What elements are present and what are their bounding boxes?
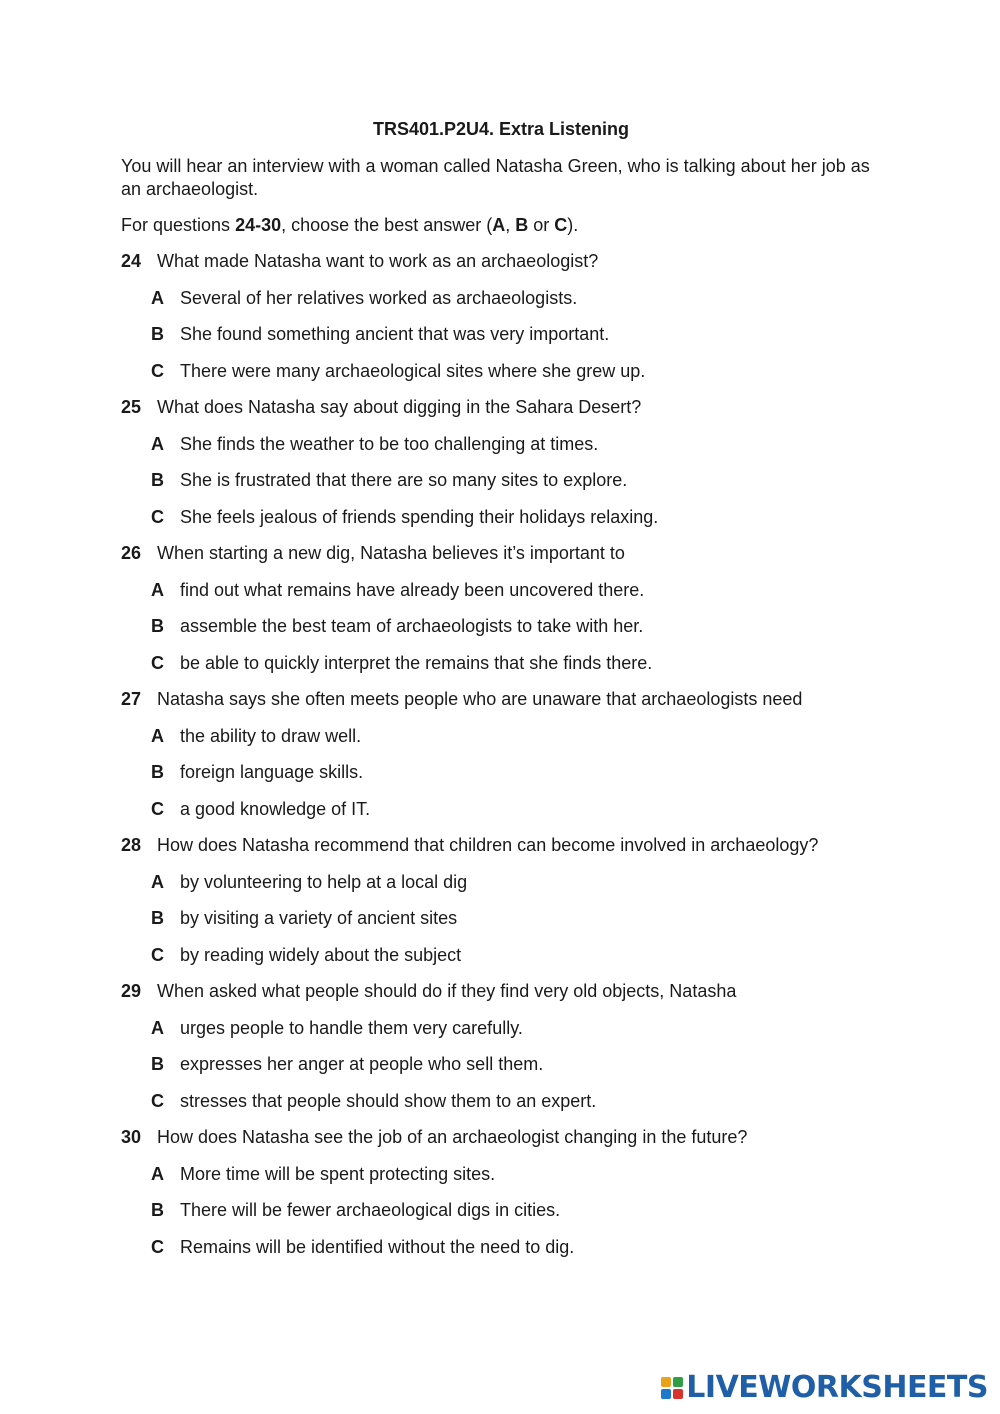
option-letter: A (151, 871, 164, 892)
option-letter: B (151, 470, 164, 490)
option-letter: A (151, 433, 164, 454)
option-letter: A (151, 725, 164, 746)
question-24 (121, 250, 881, 383)
question-30 (121, 1126, 881, 1259)
answer-option-c[interactable] (121, 652, 881, 675)
option-text: by visiting a variety of ancient sites (180, 908, 458, 928)
option-text: a good knowledge of IT. (180, 798, 371, 819)
option-letter: B (151, 1200, 164, 1220)
liveworksheets-logo (661, 1371, 988, 1405)
answer-option-b[interactable] (121, 323, 881, 346)
option-letter: C (151, 798, 164, 819)
option-text: There will be fewer archaeological digs in cities. (180, 1200, 561, 1220)
answer-option-c[interactable] (121, 506, 881, 529)
answer-option-c[interactable] (121, 1236, 881, 1259)
instructions-a: A (492, 215, 506, 235)
answer-option-c[interactable] (121, 944, 881, 967)
answer-option-c[interactable] (121, 798, 881, 821)
instructions-c: C (554, 215, 568, 235)
question-row (121, 688, 881, 711)
option-letter: B (151, 1054, 164, 1074)
option-text: More time will be spent protecting sites. (180, 1163, 496, 1184)
answer-option-b[interactable] (121, 615, 881, 638)
option-text: Remains will be identified without the need to dig. (180, 1236, 575, 1257)
question-number: 26 (121, 543, 142, 563)
question-row (121, 396, 881, 419)
option-letter: B (151, 908, 164, 928)
instructions-prefix: For questions (121, 215, 236, 235)
option-text: She finds the weather to be too challenging at times. (180, 433, 599, 454)
question-text: What does Natasha say about digging in the Sahara Desert? (157, 397, 642, 417)
logo-block (673, 1389, 683, 1399)
answer-option-a[interactable] (121, 433, 881, 456)
intro-text: You will hear an interview with a woman called Natasha Green, who is talking about her job as an archaeologist. (121, 156, 870, 199)
option-text: by volunteering to help at a local dig (180, 871, 468, 892)
answer-option-a[interactable] (121, 725, 881, 748)
answer-option-c[interactable] (121, 360, 881, 383)
option-letter: A (151, 579, 164, 600)
logo-block (661, 1377, 671, 1387)
option-letter: C (151, 652, 164, 673)
option-text: assemble the best team of archaeologists to take with her. (180, 616, 644, 636)
page-title: TRS401.P2U4. Extra Listening (372, 119, 630, 139)
question-text: What made Natasha want to work as an archaeologist? (157, 251, 599, 271)
option-text: Several of her relatives worked as archaeologists. (180, 287, 578, 308)
instructions-sep: , (505, 215, 516, 235)
answer-option-b[interactable] (121, 1053, 881, 1076)
answer-option-a[interactable] (121, 871, 881, 894)
question-number: 30 (121, 1127, 142, 1147)
question-row (121, 834, 881, 857)
question-29 (121, 980, 881, 1113)
worksheet-page (121, 118, 881, 1272)
option-letter: B (151, 324, 164, 344)
answer-option-b[interactable] (121, 761, 881, 784)
option-text: by reading widely about the subject (180, 944, 462, 965)
logo-blocks-icon (661, 1377, 683, 1399)
option-text: be able to quickly interpret the remains that she finds there. (180, 652, 653, 673)
option-text: foreign language skills. (180, 762, 364, 782)
question-28 (121, 834, 881, 967)
question-27 (121, 688, 881, 821)
question-text: Natasha says she often meets people who are unaware that archaeologists need (157, 689, 803, 709)
option-letter: A (151, 287, 164, 308)
question-number: 24 (121, 251, 142, 271)
option-letter: A (151, 1163, 164, 1184)
question-26 (121, 542, 881, 675)
instructions-or: or (528, 215, 555, 235)
answer-option-b[interactable] (121, 469, 881, 492)
question-text: How does Natasha recommend that children can become involved in archaeology? (157, 835, 819, 855)
logo-text: LIVEWORKSHEETS (686, 1370, 988, 1405)
answer-option-b[interactable] (121, 907, 881, 930)
question-row (121, 1126, 881, 1149)
question-list (121, 250, 881, 1259)
question-row (121, 542, 881, 565)
option-letter: B (151, 616, 164, 636)
question-number: 25 (121, 397, 142, 417)
logo-block (673, 1377, 683, 1387)
logo-block (661, 1389, 671, 1399)
option-text: the ability to draw well. (180, 725, 362, 746)
question-row (121, 980, 881, 1003)
question-text: When starting a new dig, Natasha believes it’s important to (157, 543, 625, 563)
option-letter: C (151, 1236, 164, 1257)
question-text: How does Natasha see the job of an archaeologist changing in the future? (157, 1127, 748, 1147)
option-text: expresses her anger at people who sell them. (180, 1054, 544, 1074)
question-row (121, 250, 881, 273)
instructions-b: B (515, 215, 529, 235)
instructions-suffix: ). (567, 215, 579, 235)
option-letter: C (151, 360, 164, 381)
option-letter: B (151, 762, 164, 782)
option-text: There were many archaeological sites where she grew up. (180, 360, 646, 381)
option-letter: C (151, 506, 164, 527)
answer-option-a[interactable] (121, 1163, 881, 1186)
question-number: 28 (121, 835, 142, 855)
answer-option-a[interactable] (121, 1017, 881, 1040)
question-text: When asked what people should do if they find very old objects, Natasha (157, 981, 737, 1001)
option-text: She is frustrated that there are so many sites to explore. (180, 470, 628, 490)
option-text: stresses that people should show them to an expert. (180, 1090, 597, 1111)
instructions-range: 24-30 (235, 215, 282, 235)
question-number: 27 (121, 689, 142, 709)
answer-option-a[interactable] (121, 287, 881, 310)
option-letter: A (151, 1017, 164, 1038)
answer-option-c[interactable] (121, 1090, 881, 1113)
option-text: She feels jealous of friends spending their holidays relaxing. (180, 506, 659, 527)
option-text: urges people to handle them very carefully. (180, 1017, 523, 1038)
question-25 (121, 396, 881, 529)
answer-option-b[interactable] (121, 1199, 881, 1222)
answer-option-a[interactable] (121, 579, 881, 602)
instructions-text (121, 214, 881, 237)
instructions-middle: , choose the best answer ( (281, 215, 493, 235)
question-number: 29 (121, 981, 142, 1001)
option-text: She found something ancient that was very important. (180, 324, 610, 344)
option-letter: C (151, 1090, 164, 1111)
option-letter: C (151, 944, 164, 965)
option-text: find out what remains have already been uncovered there. (180, 579, 645, 600)
